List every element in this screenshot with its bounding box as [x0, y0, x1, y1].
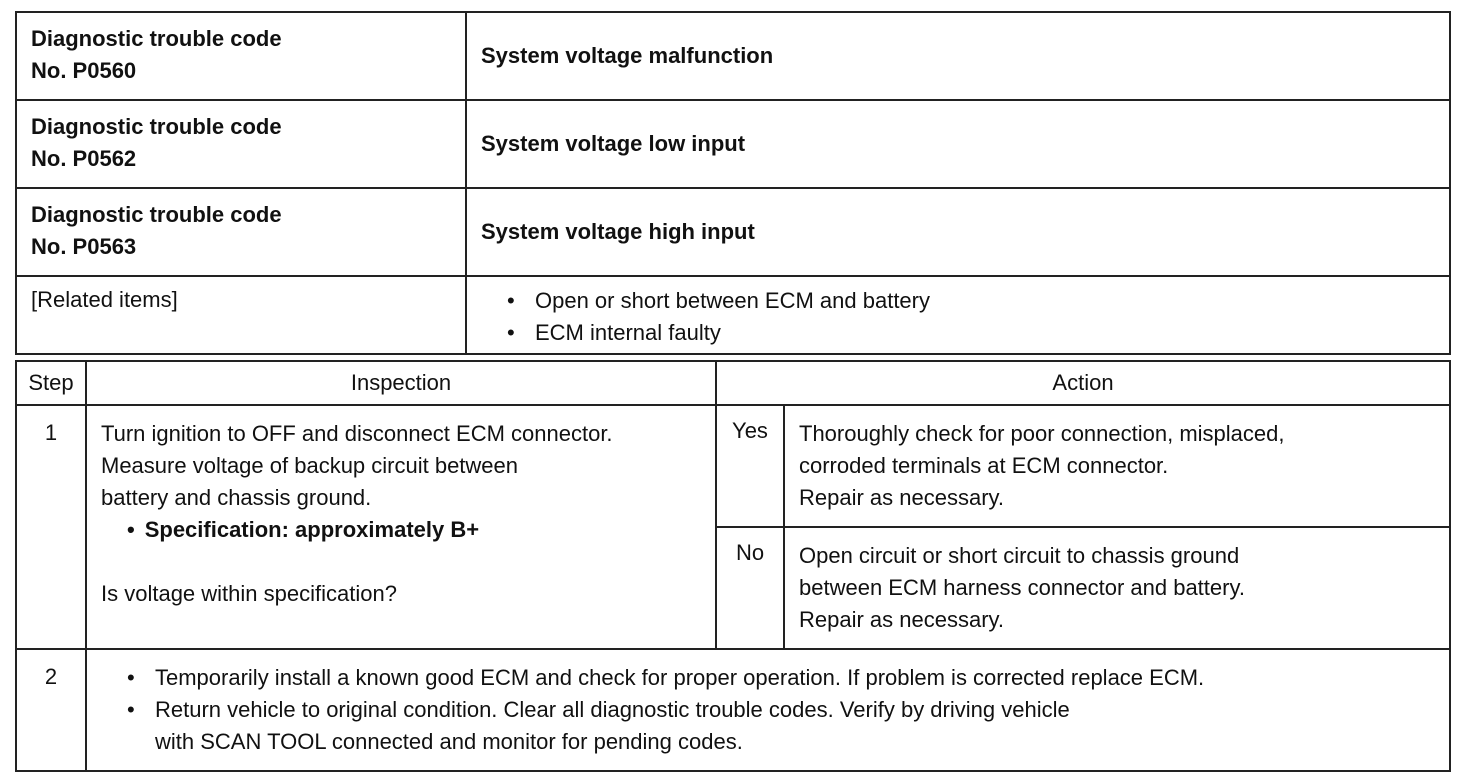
step2-item-line: with SCAN TOOL connected and monitor for pending codes.	[155, 729, 743, 754]
inspection-question: Is voltage within specification?	[101, 581, 397, 606]
dtc-row-p0560	[16, 12, 1450, 100]
step2-instructions	[86, 649, 1450, 771]
inspection-line: battery and chassis ground.	[101, 485, 372, 510]
dtc-row-p0563	[16, 188, 1450, 276]
action-header: Action	[716, 361, 1450, 405]
related-item: • ECM internal faulty	[507, 317, 1449, 349]
steps-header-row	[16, 361, 1450, 405]
inspection-header: Inspection	[86, 361, 716, 405]
related-items-list	[467, 277, 1449, 349]
yes-action	[784, 405, 1450, 527]
dtc-code-label: Diagnostic trouble code	[31, 26, 282, 51]
step1-inspection	[86, 405, 716, 649]
step-number: 1	[16, 405, 86, 649]
dtc-code-cell	[16, 12, 466, 100]
no-action	[784, 527, 1450, 649]
action-line: corroded terminals at ECM connector.	[799, 453, 1169, 478]
dtc-row-p0562	[16, 100, 1450, 188]
dtc-code-number: No. P0560	[31, 58, 137, 83]
related-items-label: [Related items]	[16, 276, 466, 354]
no-label: No	[716, 527, 784, 649]
related-items-row	[16, 276, 1450, 354]
step-number: 2	[16, 649, 86, 771]
step-header: Step	[16, 361, 86, 405]
dtc-code-cell	[16, 188, 466, 276]
step2-item	[127, 694, 1435, 758]
bullet: •	[127, 517, 135, 542]
dtc-description: System voltage malfunction	[466, 12, 1450, 100]
inspection-line: Measure voltage of backup circuit between	[101, 453, 519, 478]
step2-list	[87, 662, 1435, 758]
action-line: Thoroughly check for poor connection, misplaced,	[799, 421, 1285, 446]
dtc-code-label: Diagnostic trouble code	[31, 114, 282, 139]
yes-label: Yes	[716, 405, 784, 527]
step2-row	[16, 649, 1450, 771]
action-line: Repair as necessary.	[799, 485, 1005, 510]
dtc-code-cell	[16, 100, 466, 188]
dtc-code-number: No. P0563	[31, 234, 137, 259]
dtc-description: System voltage low input	[466, 100, 1450, 188]
action-line: between ECM harness connector and battery.	[799, 575, 1245, 600]
specification-text: Specification: approximately B+	[144, 517, 480, 542]
inspection-line: Turn ignition to OFF and disconnect ECM connector.	[101, 421, 613, 446]
dtc-code-number: No. P0562	[31, 146, 137, 171]
step2-item: • Temporarily install a known good ECM and check for proper operation. If problem is corrected replace ECM.	[127, 662, 1435, 694]
action-line: Open circuit or short circuit to chassis ground	[799, 543, 1240, 568]
related-items-cell	[466, 276, 1450, 354]
dtc-code-label: Diagnostic trouble code	[31, 202, 282, 227]
step1-yes-row	[16, 405, 1450, 527]
steps-table	[15, 360, 1451, 772]
action-line: Repair as necessary.	[799, 607, 1005, 632]
dtc-description: System voltage high input	[466, 188, 1450, 276]
step2-item-line: Return vehicle to original condition. Clear all diagnostic trouble codes. Verify by driving vehicle	[155, 697, 1070, 722]
dtc-table	[15, 11, 1451, 355]
specification	[101, 514, 715, 546]
related-item: • Open or short between ECM and battery	[507, 285, 1449, 317]
